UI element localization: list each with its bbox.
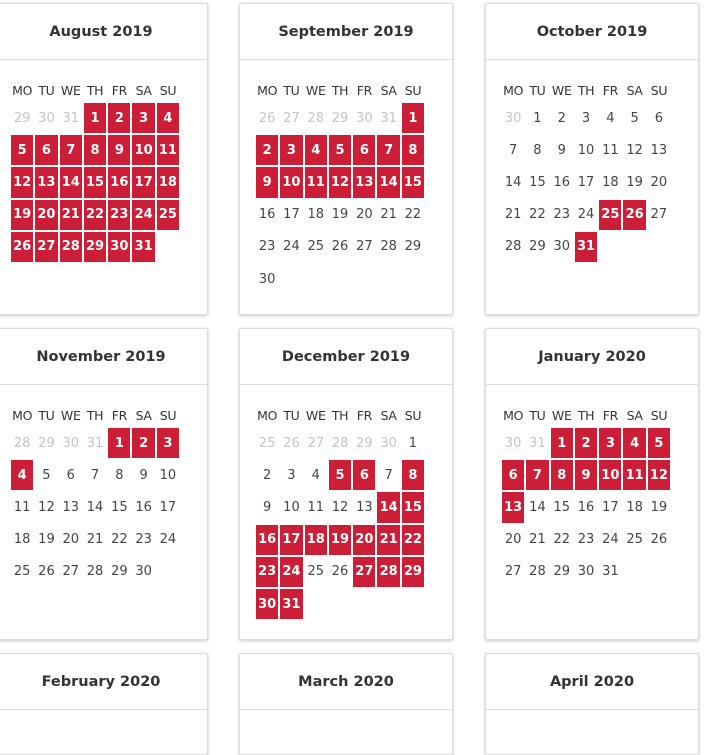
day-cell-selected[interactable]: 29 [84,232,106,262]
day-cell[interactable]: 17 [283,207,300,223]
day-cell[interactable]: 27 [356,239,373,255]
day-cell-selected[interactable]: 7 [60,135,82,165]
day-cell[interactable]: 10 [577,142,595,158]
weekday-header: SU [650,83,668,98]
month-card [485,3,699,315]
day-cell-selected[interactable]: 3 [157,428,179,458]
day-cell[interactable]: 10 [283,499,300,515]
day-cell[interactable]: 21 [380,207,397,223]
day-cell[interactable]: 7 [384,467,393,483]
day-cell-selected[interactable]: 10 [132,135,154,165]
day-cell[interactable]: 18 [307,207,325,223]
day-cell[interactable]: 25 [13,564,31,580]
day-cell[interactable]: 6 [654,110,664,126]
day-cell-selected[interactable]: 20 [35,200,57,230]
day-cell-selected[interactable]: 21 [60,200,82,230]
weekday-header: TU [283,408,300,423]
day-cell[interactable]: 22 [553,532,571,548]
day-cell-selected[interactable]: 11 [623,460,645,490]
weekday-header: SU [159,408,177,423]
day-cell-selected[interactable]: 6 [353,135,375,165]
day-cell[interactable]: 8 [115,467,124,483]
day-cell[interactable]: 25 [307,564,325,580]
day-cell-selected[interactable]: 8 [402,135,424,165]
weekday-header: FR [111,408,127,423]
day-cell[interactable]: 28 [504,239,522,255]
day-cell[interactable]: 9 [557,142,566,158]
weekday-header: WE [305,83,326,98]
day-cell-selected[interactable]: 2 [132,428,154,458]
day-cell[interactable]: 7 [509,142,518,158]
day-cell-selected[interactable]: 6 [353,460,375,490]
day-cell-selected[interactable]: 9 [256,167,278,197]
day-cell-selected[interactable]: 13 [35,167,57,197]
month-card [0,3,208,315]
day-cell-selected[interactable]: 24 [280,557,302,587]
day-cell-selected[interactable]: 26 [11,232,33,262]
weekday-header: FR [356,83,372,98]
day-cell-selected[interactable]: 22 [402,525,424,555]
weekday-header: TU [529,408,546,423]
day-cell[interactable]: 23 [577,532,595,548]
day-cell[interactable]: 12 [331,499,349,515]
day-cell-selected[interactable]: 5 [648,428,670,458]
day-cell-selected[interactable]: 26 [623,200,645,230]
day-cell[interactable]: 15 [529,174,546,190]
month-title: August 2019 [0,4,207,60]
day-cell[interactable]: 8 [533,142,542,158]
day-cell[interactable]: 1 [533,110,542,126]
day-cell-other-month[interactable]: 30 [38,110,55,126]
day-cell[interactable]: 19 [626,174,643,190]
day-cell[interactable]: 26 [331,239,349,255]
month-title: March 2020 [240,654,452,710]
weekday-header: MO [257,83,278,98]
day-cell-selected[interactable]: 13 [353,167,375,197]
day-cell[interactable]: 29 [111,564,128,580]
month-card [239,328,453,640]
day-cell[interactable]: 10 [159,467,177,483]
day-cell-selected[interactable]: 31 [280,589,302,619]
weekday-header: TH [86,83,104,98]
day-cell[interactable]: 17 [577,174,595,190]
day-cell[interactable]: 11 [13,499,31,515]
weekday-header: TU [38,408,55,423]
weekday-header: FR [111,83,127,98]
weekday-header: WE [551,83,572,98]
day-cell[interactable]: 3 [581,110,591,126]
day-cell-selected[interactable]: 3 [280,135,302,165]
day-cell[interactable]: 22 [404,207,422,223]
day-cell-selected[interactable]: 31 [132,232,154,262]
day-cell[interactable]: 5 [630,110,639,126]
day-cell-selected[interactable]: 7 [526,460,548,490]
weekday-header: TU [38,83,55,98]
weekday-header: TH [577,408,595,423]
day-cell-selected[interactable]: 3 [599,428,621,458]
day-cell-selected[interactable]: 6 [35,135,57,165]
day-cell[interactable]: 21 [529,532,546,548]
day-cell-selected[interactable]: 10 [599,460,621,490]
weekday-header: SU [404,408,422,423]
day-cell-other-month[interactable]: 28 [331,435,349,451]
day-cell-other-month[interactable]: 30 [356,110,373,126]
day-cell-selected[interactable]: 23 [256,557,278,587]
weekday-header: SU [159,83,177,98]
month-title: February 2020 [0,654,207,710]
day-cell[interactable]: 21 [504,207,522,223]
day-cell[interactable]: 16 [577,499,595,515]
weekday-header: SA [626,83,643,98]
day-cell[interactable]: 29 [404,239,422,255]
day-cell[interactable]: 23 [553,207,571,223]
day-cell-selected[interactable]: 20 [353,525,375,555]
day-cell[interactable]: 27 [504,564,522,580]
weekday-header: SA [380,83,397,98]
day-cell-selected[interactable]: 15 [402,492,424,522]
weekday-header: TU [529,83,546,98]
weekday-header: MO [12,408,33,423]
day-cell[interactable]: 11 [602,142,619,158]
day-cell-selected[interactable]: 27 [353,557,375,587]
day-cell-selected[interactable]: 11 [305,167,327,197]
day-cell-other-month[interactable]: 26 [283,435,300,451]
weekday-header: TH [86,408,104,423]
day-cell-selected[interactable]: 8 [84,135,106,165]
month-card [0,653,208,755]
day-cell[interactable]: 15 [111,499,128,515]
weekday-header: MO [503,408,524,423]
day-cell-other-month[interactable]: 31 [86,435,104,451]
day-cell-selected[interactable]: 5 [329,135,351,165]
weekday-header: FR [602,408,618,423]
day-cell[interactable]: 16 [258,207,276,223]
day-cell-other-month[interactable]: 31 [62,110,80,126]
day-grid [10,80,180,263]
day-cell[interactable]: 22 [529,207,546,223]
day-cell[interactable]: 12 [626,142,643,158]
day-cell-selected[interactable]: 25 [157,200,179,230]
day-cell[interactable]: 26 [650,532,668,548]
day-cell[interactable]: 4 [606,110,615,126]
weekday-header: WE [60,408,81,423]
day-cell[interactable]: 23 [258,239,276,255]
weekday-header: WE [551,408,572,423]
day-cell[interactable]: 18 [602,174,619,190]
day-cell[interactable]: 4 [311,467,320,483]
day-cell[interactable]: 25 [626,532,643,548]
day-cell[interactable]: 11 [307,499,325,515]
day-cell-other-month[interactable]: 31 [380,110,397,126]
weekday-header: WE [60,83,81,98]
weekday-header: TH [331,83,349,98]
day-cell-other-month[interactable]: 30 [504,435,522,451]
day-cell[interactable]: 7 [90,467,100,483]
day-cell[interactable]: 21 [86,532,104,548]
day-grid [501,80,671,263]
day-cell-selected[interactable]: 28 [60,232,82,262]
day-cell-other-month[interactable]: 29 [356,435,373,451]
day-cell-selected[interactable]: 14 [377,167,399,197]
weekday-header: SA [135,83,152,98]
day-cell-selected[interactable]: 24 [132,200,154,230]
day-cell[interactable]: 1 [408,435,418,451]
day-cell-other-month[interactable]: 28 [13,435,31,451]
day-cell[interactable]: 20 [356,207,373,223]
day-cell[interactable]: 3 [287,467,296,483]
day-cell-selected[interactable]: 14 [377,492,399,522]
day-cell-selected[interactable]: 18 [305,525,327,555]
day-cell[interactable]: 19 [650,499,668,515]
day-cell-other-month[interactable]: 31 [529,435,546,451]
day-cell[interactable]: 27 [62,564,80,580]
day-cell-selected[interactable]: 1 [402,103,424,133]
day-cell[interactable]: 9 [139,467,148,483]
day-cell-selected[interactable]: 8 [402,460,424,490]
month-card [239,3,453,315]
day-cell-other-month[interactable]: 27 [307,435,325,451]
day-cell-other-month[interactable]: 27 [283,110,300,126]
day-cell[interactable]: 25 [307,239,325,255]
day-cell-selected[interactable]: 10 [280,167,302,197]
day-cell[interactable]: 29 [529,239,546,255]
day-cell-selected[interactable]: 9 [575,460,597,490]
day-cell-selected[interactable]: 11 [157,135,179,165]
day-cell-other-month[interactable]: 25 [258,435,276,451]
day-cell-selected[interactable]: 23 [108,200,130,230]
day-cell[interactable]: 24 [602,532,619,548]
day-cell-selected[interactable]: 1 [84,103,106,133]
day-cell-selected[interactable]: 12 [648,460,670,490]
day-cell-selected[interactable]: 15 [84,167,106,197]
day-cell-selected[interactable]: 12 [11,167,33,197]
month-title: December 2019 [240,329,452,385]
day-cell[interactable]: 13 [650,142,668,158]
day-cell[interactable]: 24 [283,239,300,255]
weekday-header: WE [305,408,326,423]
weekday-header: FR [602,83,618,98]
day-cell-other-month[interactable]: 29 [331,110,349,126]
day-cell[interactable]: 26 [38,564,55,580]
month-title: November 2019 [0,329,207,385]
day-cell[interactable]: 2 [557,110,566,126]
day-cell[interactable]: 24 [159,532,177,548]
day-cell-other-month[interactable]: 29 [13,110,31,126]
day-cell[interactable]: 17 [602,499,619,515]
day-cell[interactable]: 26 [331,564,349,580]
day-cell-other-month[interactable]: 30 [504,110,522,126]
day-cell-selected[interactable]: 30 [108,232,130,262]
day-grid [501,405,671,588]
day-cell-other-month[interactable]: 28 [307,110,325,126]
day-cell[interactable]: 27 [650,207,668,223]
day-cell[interactable]: 12 [38,499,55,515]
day-cell-selected[interactable]: 17 [280,525,302,555]
day-cell[interactable]: 20 [62,532,80,548]
day-cell-selected[interactable]: 5 [11,135,33,165]
weekday-header: SU [650,408,668,423]
day-cell[interactable]: 30 [135,564,152,580]
month-card [485,653,699,755]
month-card [0,328,208,640]
weekday-header: MO [257,408,278,423]
day-cell[interactable]: 14 [504,174,522,190]
day-cell[interactable]: 18 [13,532,31,548]
day-grid [255,405,425,620]
day-cell[interactable]: 16 [553,174,571,190]
weekday-header: SA [380,408,397,423]
day-cell-selected[interactable]: 12 [329,167,351,197]
day-cell-selected[interactable]: 5 [329,460,351,490]
weekday-header: FR [356,408,372,423]
day-cell-selected[interactable]: 8 [551,460,573,490]
day-cell[interactable]: 9 [263,499,272,515]
day-cell[interactable]: 28 [529,564,546,580]
day-cell[interactable]: 28 [380,239,397,255]
day-cell[interactable]: 14 [529,499,546,515]
day-cell-selected[interactable]: 4 [623,428,645,458]
day-grid [10,405,180,588]
day-cell-selected[interactable]: 4 [11,460,33,490]
day-cell-selected[interactable]: 9 [108,135,130,165]
day-cell[interactable]: 19 [38,532,55,548]
day-cell[interactable]: 16 [135,499,152,515]
day-cell-selected[interactable]: 1 [108,428,130,458]
day-cell-selected[interactable]: 27 [35,232,57,262]
day-cell[interactable]: 28 [86,564,104,580]
day-cell[interactable]: 20 [650,174,668,190]
month-title: January 2020 [486,329,698,385]
day-cell-selected[interactable]: 14 [60,167,82,197]
day-cell-selected[interactable]: 21 [377,525,399,555]
month-card [485,328,699,640]
weekday-header: SA [135,408,152,423]
day-cell-selected[interactable]: 18 [157,167,179,197]
month-title: April 2020 [486,654,698,710]
day-cell[interactable]: 5 [42,467,51,483]
month-card [239,653,453,755]
day-cell[interactable]: 15 [553,499,571,515]
day-cell-selected[interactable]: 25 [599,200,621,230]
day-cell[interactable]: 6 [66,467,75,483]
weekday-header: SA [626,408,643,423]
month-title: October 2019 [486,4,698,60]
day-cell-selected[interactable]: 6 [502,460,524,490]
day-grid [255,80,425,295]
weekday-header: MO [503,83,524,98]
day-cell-other-month[interactable]: 29 [38,435,55,451]
day-cell[interactable]: 13 [356,499,373,515]
day-cell-selected[interactable]: 3 [132,103,154,133]
day-cell-other-month[interactable]: 30 [380,435,397,451]
day-cell-selected[interactable]: 2 [108,103,130,133]
day-cell-selected[interactable]: 19 [329,525,351,555]
day-cell-selected[interactable]: 7 [377,135,399,165]
day-cell[interactable]: 30 [553,239,571,255]
day-cell[interactable]: 22 [111,532,128,548]
month-title: September 2019 [240,4,452,60]
day-cell[interactable]: 30 [577,564,595,580]
day-cell[interactable]: 18 [626,499,643,515]
day-cell-selected[interactable]: 28 [377,557,399,587]
day-cell-selected[interactable]: 22 [84,200,106,230]
day-cell[interactable]: 20 [504,532,522,548]
day-cell-selected[interactable]: 29 [402,557,424,587]
day-cell-selected[interactable]: 13 [502,492,524,522]
day-cell-selected[interactable]: 2 [256,135,278,165]
day-cell-selected[interactable]: 16 [108,167,130,197]
day-cell[interactable]: 17 [159,499,177,515]
day-cell-other-month[interactable]: 26 [258,110,276,126]
day-cell-selected[interactable]: 17 [132,167,154,197]
day-cell-selected[interactable]: 1 [551,428,573,458]
day-cell-selected[interactable]: 15 [402,167,424,197]
day-cell[interactable]: 29 [553,564,571,580]
weekday-header: TU [283,83,300,98]
day-cell-selected[interactable]: 4 [305,135,327,165]
day-cell-selected[interactable]: 16 [256,525,278,555]
day-cell[interactable]: 24 [577,207,595,223]
weekday-header: MO [12,83,33,98]
day-cell-selected[interactable]: 31 [575,232,597,262]
day-cell[interactable]: 30 [258,271,276,287]
day-cell[interactable]: 2 [263,467,272,483]
day-cell-selected[interactable]: 4 [157,103,179,133]
day-cell[interactable]: 14 [86,499,104,515]
day-cell-other-month[interactable]: 30 [62,435,80,451]
day-cell[interactable]: 23 [135,532,152,548]
weekday-header: SU [404,83,422,98]
weekday-header: TH [577,83,595,98]
day-cell[interactable]: 13 [62,499,80,515]
day-cell[interactable]: 19 [331,207,349,223]
weekday-header: TH [331,408,349,423]
day-cell[interactable]: 31 [602,564,619,580]
day-cell-selected[interactable]: 30 [256,589,278,619]
day-cell-selected[interactable]: 2 [575,428,597,458]
day-cell-selected[interactable]: 19 [11,200,33,230]
